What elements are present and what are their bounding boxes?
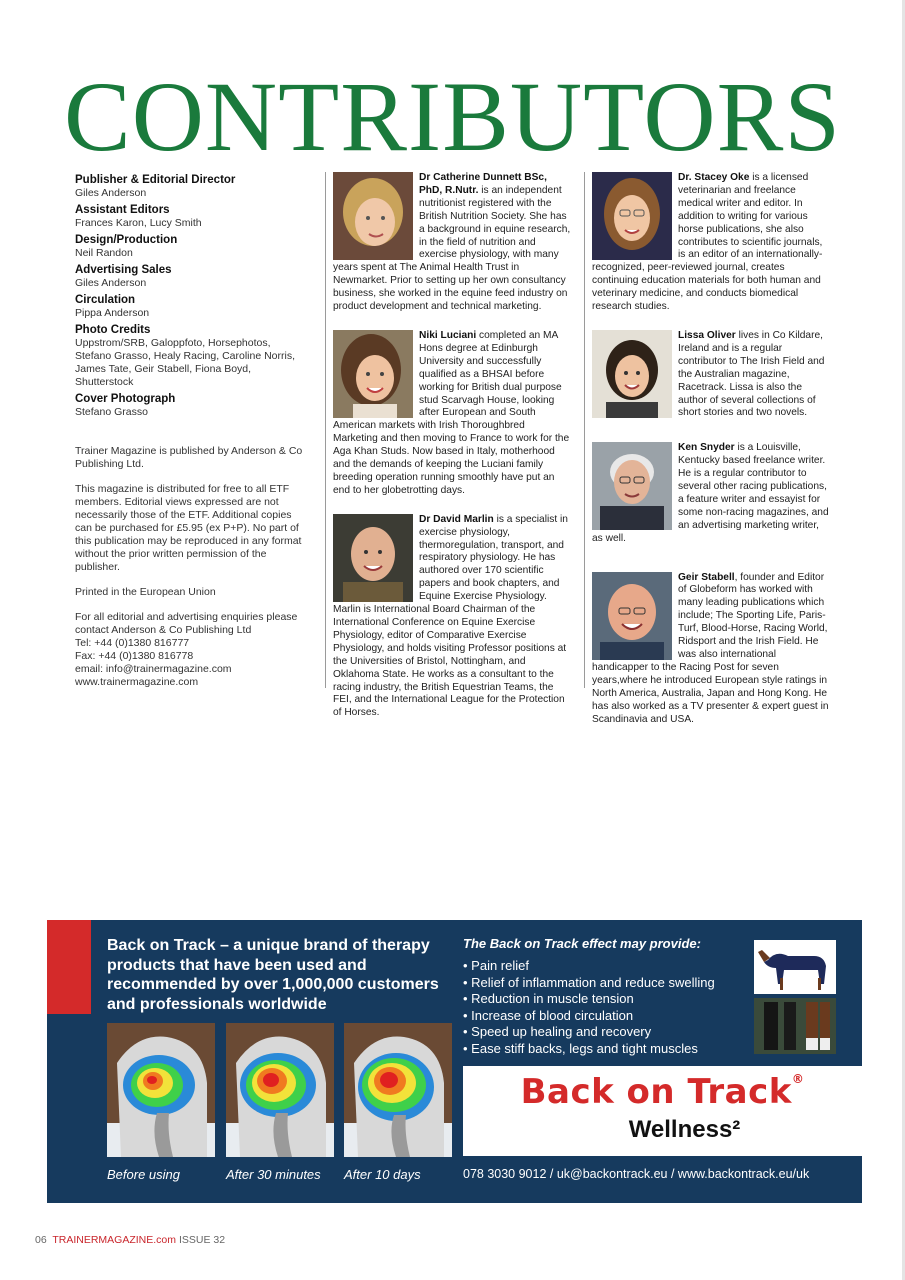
masthead-name: Neil Randon <box>75 247 133 259</box>
masthead-name: Uppstrom/SRB, Galoppfoto, Horsephotos, Stefano Grasso, Healy Racing, Caroline Norris, James Tate, Geir Stabell, Fiona Boyd, Shutterstock <box>75 337 296 388</box>
logo-wordmark <box>463 1072 862 1112</box>
advert-red-bar <box>47 920 91 1014</box>
contributor-photo <box>592 330 672 418</box>
column-divider <box>325 172 326 688</box>
contributor-name: Lissa Oliver <box>678 329 736 341</box>
page-number: 06 <box>35 1234 47 1246</box>
contributor-entry <box>592 330 832 420</box>
logo-subtitle: Wellness² <box>628 1116 741 1143</box>
column-divider <box>584 172 585 688</box>
contact-fax: Fax: +44 (0)1380 816778 <box>75 650 194 662</box>
masthead-list <box>75 173 305 419</box>
caption-before: Before using <box>107 1167 180 1182</box>
masthead-role: Circulation <box>75 294 136 306</box>
contributor-photo <box>333 330 413 418</box>
horse-boots-image <box>754 998 836 1054</box>
contributor-bio: is a Louisville, Kentucky based freelance writer. He is a regular contributor to several other racing publications, a feature writer and essayist for some non-racing magazines, and an advertising marketing writer, as well. <box>592 442 829 544</box>
contributor-bio: , founder and Editor of Globeform has worked with many leading publications which include; The Sporting Life, Paris-Turf, Blood-Horse, Racing World, Ridsport and the Irish Field. He was also international handicapper to the Racing Post for seven years,where he introduced European style ratings in North America, Australia, Japan and Hong Kong. He has also worked as a TV presenter & expert guest in Scandinavia and USA. <box>592 571 829 725</box>
benefit-item: • Pain relief <box>463 958 715 975</box>
contributor-bio: is a specialist in exercise physiology, thermoregulation, transport, and respiratory physiology. He has authored over 170 scientific papers and book chapters, and Equine Exercise Physiology. Marlin is International Board Chairman of the International Conference on Equine Exercise Physiology, editor of Comparative Exercise Physiology, and holds visiting Professor positions at the Universities of Bristol, Nottingham, and Oklahoma State. He works as a consultant to the racing industry, the British Equestrian Teams, the FEI, and the International League for the Protection of Horses. <box>333 513 568 719</box>
benefit-item: • Increase of blood circulation <box>463 1008 715 1025</box>
contact-tel: Tel: +44 (0)1380 816777 <box>75 637 190 649</box>
publisher-note: Trainer Magazine is published by Anderson & Co Publishing Ltd. <box>75 445 303 470</box>
page-title: CONTRIBUTORS <box>64 61 841 172</box>
masthead-name: Giles Anderson <box>75 187 147 199</box>
advert-contact[interactable]: 078 3030 9012 / uk@backontrack.eu / www.backontrack.eu/uk <box>463 1167 810 1181</box>
contributor-bio: is a licensed veterinarian and freelance medical writer and editor. In addition to writing for various horse publications, she also contributes to scientific journals, is an editor of an internationally-recognized, peer-reviewed journal, creates continuing education materials for both human and veterinary medicine, and conducts biomedical research studies. <box>592 172 823 313</box>
contributor-entry <box>333 514 571 721</box>
contributor-name: Dr Catherine Dunnett BSc, PhD, R.Nutr. <box>419 172 547 196</box>
masthead-column <box>75 170 305 701</box>
caption-10days: After 10 days <box>344 1167 421 1182</box>
page-footer <box>35 1234 225 1246</box>
contact-intro: For all editorial and advertising enquiries please contact Anderson & Co Publishing Ltd <box>75 611 298 636</box>
masthead-role: Photo Credits <box>75 324 151 336</box>
masthead-role: Advertising Sales <box>75 264 172 276</box>
benefit-item: • Speed up healing and recovery <box>463 1024 715 1041</box>
contributor-bio: is an independent nutritionist registered with the British Nutrition Society. She has a background in equine research, in the field of nutrition and exercise physiology, with many years spent at The Animal Health Trust in Newmarket. Prior to setting up her own consultancy business, she worked in the equine feed industry on product development and technical marketing. <box>333 184 571 313</box>
back-on-track-logo <box>463 1066 862 1156</box>
contributors-column-middle <box>333 172 571 736</box>
contributor-entry <box>333 330 571 498</box>
masthead-role: Cover Photograph <box>75 393 176 405</box>
contributor-photo <box>333 172 413 260</box>
contact-email-link[interactable]: email: info@trainermagazine.com <box>75 663 232 675</box>
benefit-item: • Reduction in muscle tension <box>463 991 715 1008</box>
contributor-name: Geir Stabell <box>678 571 735 583</box>
masthead-role: Assistant Editors <box>75 204 170 216</box>
contributor-entry <box>592 172 832 314</box>
benefit-item: • Ease stiff backs, legs and tight muscles <box>463 1041 715 1058</box>
masthead-name: Giles Anderson <box>75 277 147 289</box>
footer-brand: TRAINERMAGAZINE.com <box>52 1234 177 1246</box>
caption-30min: After 30 minutes <box>226 1167 321 1182</box>
contributor-photo <box>592 172 672 260</box>
registered-mark: ® <box>791 1072 805 1086</box>
contributor-entry <box>333 172 571 314</box>
masthead-role: Design/Production <box>75 234 178 246</box>
contributor-photo <box>592 442 672 530</box>
contributor-bio: completed an MA Hons degree at Edinburgh University and successfully qualified as a BHSAI before working for British dual purpose stud Scarvagh House, looking after European and South American markets with Irish Thoroughbred Marketing and then moving to France to work for the Aga Khan Studs. Now based in Italy, motherhood and the demands of keeping the Luciani family breeding operation running smoothly have put an end to her globetrotting days. <box>333 329 570 496</box>
thermal-image-30min <box>226 1023 334 1157</box>
advert-headline: Back on Track – a unique brand of therapy products that have been used and recommended by over 1,000,000 customers and professionals worldwide <box>107 937 439 1013</box>
contributor-entry <box>592 572 832 727</box>
contributor-name: Dr David Marlin <box>419 513 494 525</box>
contact-block <box>75 611 305 689</box>
logo-text: Back on Track <box>520 1072 792 1112</box>
masthead-name: Frances Karon, Lucy Smith <box>75 217 202 229</box>
distribution-note: This magazine is distributed for free to all ETF members. Editorial views expressed are not necessarily those of the ETF. Additional copies can be purchased for £5.95 (ex P+P). No part of this publication may be reproduced in any format without the prior written permission of the publisher. <box>75 483 302 573</box>
footer-issue: ISSUE 32 <box>178 1234 226 1246</box>
thermal-image-10days <box>344 1023 452 1157</box>
masthead-name: Stefano Grasso <box>75 406 148 418</box>
advert-subhead: The Back on Track effect may provide: <box>463 936 701 951</box>
masthead-role: Publisher & Editorial Director <box>75 174 236 186</box>
contributor-photo <box>592 572 672 660</box>
contributors-column-right <box>592 172 832 742</box>
thermal-image-before <box>107 1023 215 1157</box>
contributor-name: Dr. Stacey Oke <box>678 172 750 183</box>
masthead-name: Pippa Anderson <box>75 307 150 319</box>
back-on-track-advert[interactable] <box>47 920 862 1203</box>
contributor-name: Niki Luciani <box>419 329 477 341</box>
horse-rug-image <box>754 940 836 994</box>
contributor-entry <box>592 442 832 545</box>
contributor-name: Ken Snyder <box>678 442 735 454</box>
website-link[interactable]: www.trainermagazine.com <box>75 676 199 688</box>
contributor-bio: lives in Co Kildare, Ireland and is a regular contributor to The Irish Field and the Australian magazine, Racetrack. Lissa is also the author of several collections of short stories and two novels. <box>678 329 825 419</box>
printed-note: Printed in the European Union <box>75 586 216 598</box>
benefit-item: • Relief of inflammation and reduce swelling <box>463 975 715 992</box>
advert-benefits <box>463 958 715 1057</box>
contributor-photo <box>333 514 413 602</box>
